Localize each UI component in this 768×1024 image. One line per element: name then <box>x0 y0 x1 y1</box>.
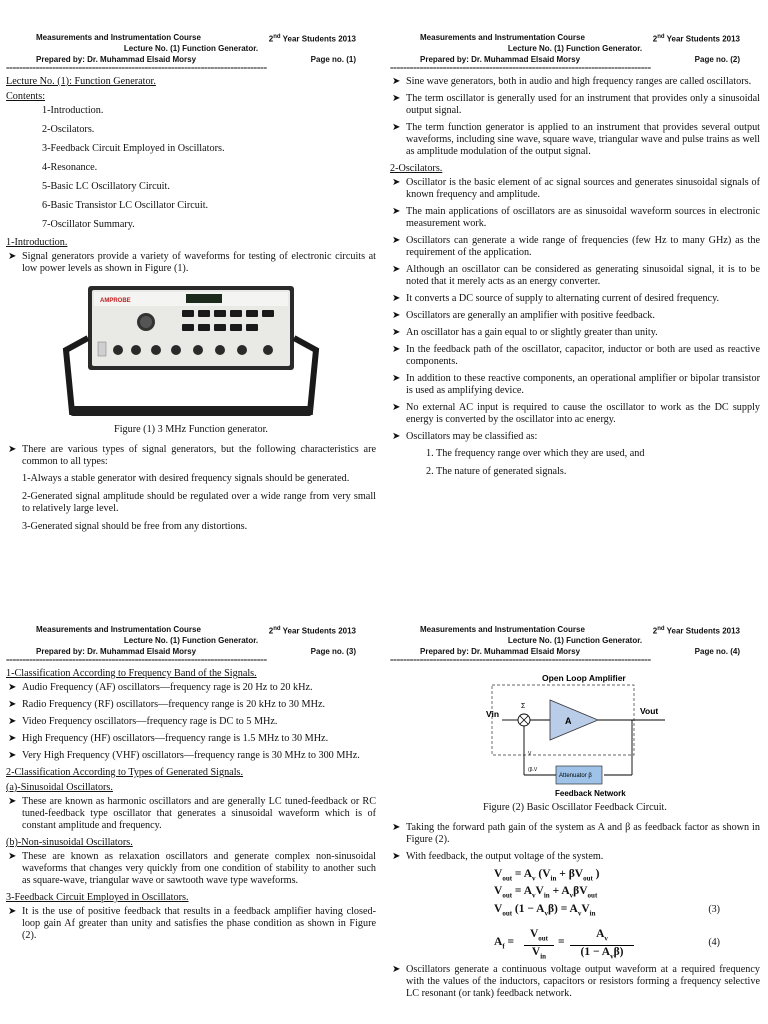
oscillators-heading: 2-Oscilators. <box>390 163 443 174</box>
lecture-heading: Lecture No. (1): Function Generator. <box>6 76 156 87</box>
lecture-title: Lecture No. (1) Function Generator. <box>123 44 259 53</box>
contents-item: 2-Oscilators. <box>42 124 95 135</box>
bullet-item: ➤ In the feedback path of the oscillator, capacitor, inductor or both are used as reactive components. <box>392 344 760 367</box>
arrow-bullet-icon: ➤ <box>8 733 17 744</box>
page-number: Page no. (2) <box>694 55 740 64</box>
attenuator-label: Attenuator β <box>559 773 592 779</box>
feedback-network-label: Feedback Network <box>555 789 626 798</box>
bullet-item: ➤ The term function generator is applied to an instrument that provides several output waveforms, including sine wave, square wave, triangular wave and pulse trains as well as amplitude modulation of the output signal. <box>392 122 760 157</box>
figure-1-caption: Figure (1) 3 MHz Function generator. <box>114 424 268 435</box>
feedback-circuit-heading: 3-Feedback Circuit Employed in Oscillators. <box>6 892 189 903</box>
arrow-bullet-icon: ➤ <box>392 822 401 833</box>
course-title: Measurements and Instrumentation Course <box>36 625 201 634</box>
course-title: Measurements and Instrumentation Course <box>420 625 585 634</box>
page-header <box>390 32 760 65</box>
arrow-bullet-icon: ➤ <box>392 264 401 275</box>
figure-2-caption: Figure (2) Basic Oscillator Feedback Circuit. <box>483 802 667 813</box>
frequency-classification-heading: 1-Classification According to Frequency Band of the Signals. <box>6 668 257 679</box>
arrow-bullet-icon: ➤ <box>392 93 401 104</box>
arrow-bullet-icon: ➤ <box>8 251 17 262</box>
arrow-bullet-icon: ➤ <box>8 851 17 862</box>
contents-item: 4-Resonance. <box>42 162 98 173</box>
contents-item: 7-Oscillator Summary. <box>42 219 135 230</box>
year-label: 2nd Year Students 2013 <box>268 34 356 44</box>
page-header <box>6 624 376 657</box>
bullet-item: ➤ Oscillators may be classified as: <box>392 431 538 442</box>
bullet-item: ➤ These are known as relaxation oscillators and generate complex non-sinusoidal waveforms that changes very quickly from one condition of stability to another such as square-wave, triangular wave or sawtooth wave type waveforms. <box>8 851 376 886</box>
gain-equation: $A_f$ = $V_{out}$ $V_{in}$ = $A_v$ $(1 - A_v\beta)$ (4) <box>494 927 720 961</box>
header-rule: =============================================================================== <box>6 657 267 664</box>
bullet-item: ➤ In addition to these reactive components, an operational amplifier or bipolar transistor is used as amplifying device. <box>392 373 760 396</box>
header-rule: =============================================================================== <box>6 65 267 72</box>
equation-number: (4) <box>708 936 720 948</box>
arrow-bullet-icon: ➤ <box>392 293 401 304</box>
arrow-bullet-icon: ➤ <box>392 177 401 188</box>
arrow-bullet-icon: ➤ <box>8 906 17 917</box>
amplifier-label: A <box>565 716 572 726</box>
bullet-item: ➤ Sine wave generators, both in audio and high frequency ranges are called oscillators. <box>392 76 752 87</box>
characteristic-item: 2-Generated signal amplitude should be regulated over a wide range from very small to relatively large level. <box>22 491 376 514</box>
bullet-item: ➤ Oscillator is the basic element of ac signal sources and generates sinusoidal signals of known frequency and amplitude. <box>392 177 760 200</box>
intro-heading: 1-Introduction. <box>6 237 68 248</box>
non-sinusoidal-heading: (b)-Non-sinusoidal Oscillators. <box>6 837 133 848</box>
bullet-item: ➤ Video Frequency oscillators—frequency rage is DC to 5 MHz. <box>8 716 278 727</box>
author: Prepared by: Dr. Muhammad Elsaid Morsy <box>420 647 581 656</box>
lecture-title: Lecture No. (1) Function Generator. <box>123 636 259 645</box>
year-label: 2nd Year Students 2013 <box>268 626 356 636</box>
arrow-bullet-icon: ➤ <box>8 750 17 761</box>
signal-type-heading: 2-Classification According to Types of Generated Signals. <box>6 767 244 778</box>
year-label: 2nd Year Students 2013 <box>652 626 740 636</box>
arrow-bullet-icon: ➤ <box>392 235 401 246</box>
bullet-item: ➤ Signal generators provide a variety of waveforms for testing of electronic circuits at low power levels as shown in Figure (1). <box>8 251 376 274</box>
bullet-item: ➤ Taking the forward path gain of the system as A and β as feedback factor as shown in Figure (2). <box>392 822 760 845</box>
arrow-bullet-icon: ➤ <box>392 122 401 133</box>
arrow-bullet-icon: ➤ <box>392 206 401 217</box>
author: Prepared by: Dr. Muhammad Elsaid Morsy <box>36 647 197 656</box>
arrow-bullet-icon: ➤ <box>392 373 401 384</box>
page-3 <box>6 624 376 1024</box>
contents-item: 6-Basic Transistor LC Oscillator Circuit. <box>42 200 209 211</box>
beta-vout-label: (β.V <box>528 767 538 773</box>
equation-block <box>494 868 760 961</box>
arrow-bullet-icon: ➤ <box>392 76 401 87</box>
page-number: Page no. (1) <box>310 55 356 64</box>
page-1 <box>6 32 376 588</box>
arrow-bullet-icon: ➤ <box>392 851 401 862</box>
feedback-block-diagram <box>390 668 760 798</box>
header-rule: =============================================================================== <box>390 65 651 72</box>
page-2 <box>390 32 760 588</box>
arrow-bullet-icon: ➤ <box>8 796 17 807</box>
classification-item: 2. The nature of generated signals. <box>426 466 567 477</box>
function-generator-photo <box>6 280 376 420</box>
author: Prepared by: Dr. Muhammad Elsaid Morsy <box>36 55 197 64</box>
sigma-label: Σ <box>521 703 526 710</box>
arrow-bullet-icon: ➤ <box>392 344 401 355</box>
arrow-bullet-icon: ➤ <box>8 682 17 693</box>
bullet-item: ➤ High Frequency (HF) oscillators—frequency range is 1.5 MHz to 30 MHz. <box>8 733 329 744</box>
bullet-item: ➤ Very High Frequency (VHF) oscillators—frequency range is 30 MHz to 300 MHz. <box>8 750 360 761</box>
bullet-item: ➤ It is the use of positive feedback that results in a feedback amplifier having closed-loop gain Af greater than unity and satisfies the phase condition as shown in Figure (2). <box>8 906 376 941</box>
bullet-item: ➤ Radio Frequency (RF) oscillators—frequency range is 20 kHz to 30 MHz. <box>8 699 326 710</box>
contents-list <box>42 105 376 231</box>
contents-item: 3-Feedback Circuit Employed in Oscillators. <box>42 143 225 154</box>
equation-number: (3) <box>708 903 720 915</box>
bullet-item: ➤ The main applications of oscillators are as sinusoidal waveform sources in electronic measurement work. <box>392 206 760 229</box>
contents-item: 5-Basic LC Oscillatory Circuit. <box>42 181 170 192</box>
vin-label: Vin <box>486 709 500 719</box>
arrow-bullet-icon: ➤ <box>392 963 401 975</box>
arrow-bullet-icon: ➤ <box>392 327 401 338</box>
classification-item: 1. The frequency range over which they are used, and <box>426 448 645 459</box>
page-4 <box>390 624 760 1024</box>
page-number: Page no. (4) <box>694 647 740 656</box>
arrow-bullet-icon: ➤ <box>8 699 17 710</box>
bullet-item: ➤ No external AC input is required to cause the oscillator to work as the DC supply energy is converted by the oscillator into ac energy. <box>392 402 760 425</box>
page-header <box>6 32 376 65</box>
bullet-item: ➤ There are various types of signal generators, but the following characteristics are common to all types: <box>8 444 376 467</box>
arrow-bullet-icon: ➤ <box>392 431 401 442</box>
sinusoidal-heading: (a)-Sinusoidal Oscillators. <box>6 782 113 793</box>
characteristic-item: 3-Generated signal should be free from any distortions. <box>22 521 248 532</box>
arrow-bullet-icon: ➤ <box>392 402 401 413</box>
course-title: Measurements and Instrumentation Course <box>420 33 585 42</box>
contents-item: 1-Introduction. <box>42 105 104 116</box>
amplifier-triangle <box>550 700 598 740</box>
lecture-title: Lecture No. (1) Function Generator. <box>507 44 643 53</box>
bullet-item: ➤ It converts a DC source of supply to alternating current of desired frequency. <box>392 293 720 304</box>
brand-label: AMPROBE <box>100 298 131 304</box>
bullet-item: ➤ With feedback, the output voltage of the system. <box>392 851 604 862</box>
bullet-item: ➤ An oscillator has a gain equal to or slightly greater than unity. <box>392 327 658 338</box>
bullet-item: ➤ Oscillators can generate a wide range of frequencies (few Hz to many GHz) as the requirement of the application. <box>392 235 760 258</box>
header-rule: =============================================================================== <box>390 657 651 664</box>
equation-line: $V_{out} = A_v$ ($V_{in} + \beta V_{out}$ ) <box>494 868 600 883</box>
year-label: 2nd Year Students 2013 <box>652 34 740 44</box>
contents-heading: Contents: <box>6 91 46 102</box>
feedback-voltage-label: V <box>528 751 532 757</box>
arrow-bullet-icon: ➤ <box>392 310 401 321</box>
vout-label: Vout <box>640 706 659 716</box>
equation-line: $V_{out}$ $(1 - A_v\beta) = A_vV_{in}$ (3) <box>494 902 720 917</box>
bullet-item: ➤ Although an oscillator can be considered as generating sinusoidal signal, it is to be noted that it merely acts as an energy converter. <box>392 264 760 287</box>
bullet-item: ➤ These are known as harmonic oscillators and are generally LC tuned-feedback or RC tuned-feedback type oscillator that generates a sinusoidal waveform which is of constant amplitude and frequency. <box>8 796 376 831</box>
course-title: Measurements and Instrumentation Course <box>36 33 201 42</box>
page-header <box>390 624 760 657</box>
equation-line: $V_{out} = A_vV_{in} + A_v\beta V_{out}$ <box>494 885 598 900</box>
author: Prepared by: Dr. Muhammad Elsaid Morsy <box>420 55 581 64</box>
bullet-item: ➤ Oscillators are generally an amplifier with positive feedback. <box>392 310 655 321</box>
arrow-bullet-icon: ➤ <box>8 444 17 455</box>
page-number: Page no. (3) <box>310 647 356 656</box>
diagram-title: Open Loop Amplifier <box>542 673 626 683</box>
bullet-item: ➤ Audio Frequency (AF) oscillators—frequency rage is 20 Hz to 20 kHz. <box>8 682 313 693</box>
bullet-item: ➤ Oscillators generate a continuous voltage output waveform at a required frequency with the values of the inductors, capacitors or resistors forming a frequency selective LC resonant (or tank) feedback network. <box>392 963 760 999</box>
arrow-bullet-icon: ➤ <box>8 716 17 727</box>
lecture-title: Lecture No. (1) Function Generator. <box>507 636 643 645</box>
bullet-item: ➤ The term oscillator is generally used for an instrument that provides only a sinusoidal output signal. <box>392 93 760 116</box>
characteristic-item: 1-Always a stable generator with desired frequency signals should be generated. <box>22 473 350 484</box>
